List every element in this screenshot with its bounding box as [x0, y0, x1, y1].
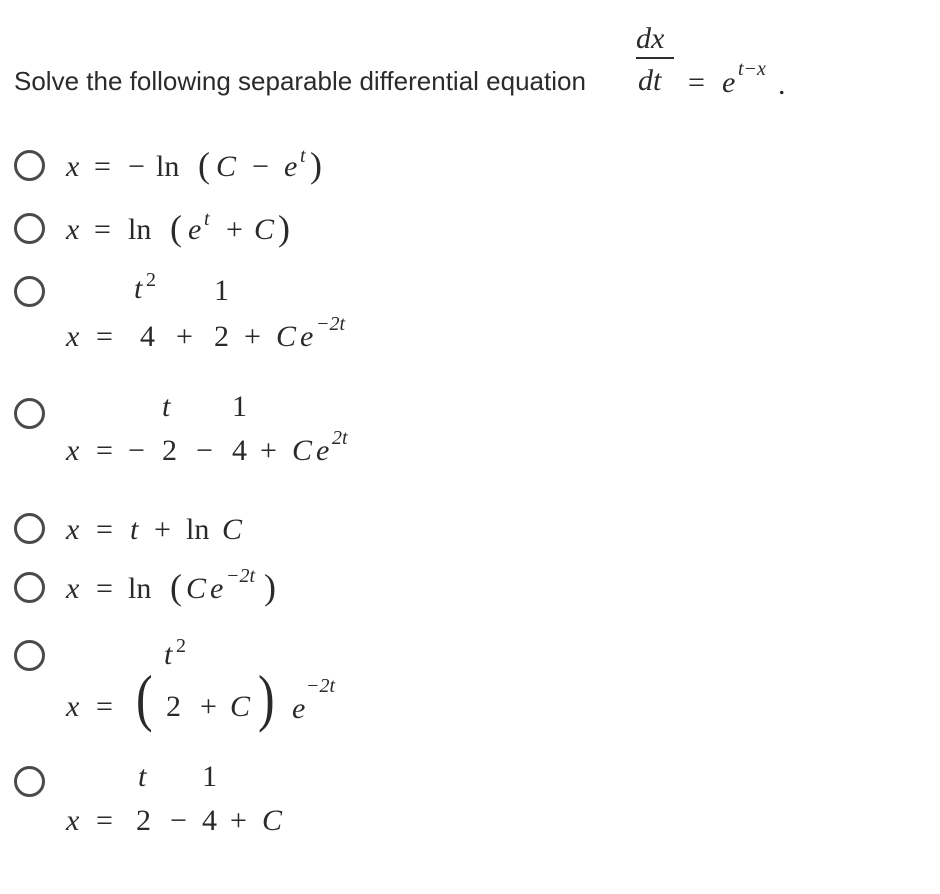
- option-4-num1: t: [162, 390, 171, 423]
- option-1-variable: x: [66, 150, 80, 183]
- option-6-variable: x: [66, 572, 80, 605]
- option-3-num1-power: 2: [146, 269, 156, 291]
- option-7-constant: C: [230, 690, 251, 723]
- option-4-exp-base: e: [316, 434, 330, 467]
- option-6-left-paren: (: [170, 567, 182, 607]
- option-7-formula: [66, 636, 386, 746]
- option-6-formula: [66, 565, 386, 612]
- option-1-ln: ln: [156, 150, 180, 183]
- option-6-constant: C: [186, 572, 207, 605]
- answer-option-8[interactable]: [0, 760, 900, 840]
- option-7-exp-base: e: [292, 692, 306, 725]
- option-1-left-paren: (: [198, 145, 210, 185]
- option-4-equals: =: [96, 434, 113, 467]
- option-5-t: t: [130, 513, 139, 546]
- option-5-variable: x: [66, 513, 80, 546]
- answer-option-4[interactable]: [0, 390, 900, 474]
- question-prompt: Solve the following separable differential equation: [14, 66, 586, 96]
- option-3-exp-base: e: [300, 320, 314, 353]
- option-7-left-paren: (: [136, 662, 153, 733]
- option-2-constant: C: [254, 213, 275, 246]
- equation-equals: =: [688, 66, 705, 99]
- option-3-variable: x: [66, 320, 80, 353]
- option-6-ln: ln: [128, 572, 152, 605]
- radio-button-6[interactable]: [14, 572, 45, 603]
- equation-denominator: dt: [638, 64, 662, 97]
- option-3-equals: =: [96, 320, 113, 353]
- option-4-formula: [66, 390, 386, 474]
- option-7-plus: +: [200, 690, 217, 723]
- option-7-variable: x: [66, 690, 80, 723]
- option-3-formula: [66, 269, 386, 362]
- option-8-formula: [66, 760, 386, 840]
- answer-option-1[interactable]: [0, 146, 900, 190]
- option-1-equals: =: [94, 150, 111, 183]
- option-7-exponent: −2t: [306, 675, 336, 697]
- option-1-negative: −: [128, 150, 145, 183]
- option-4-variable: x: [66, 434, 80, 467]
- option-3-num2: 1: [214, 274, 229, 307]
- option-7-den1: 2: [166, 690, 181, 723]
- option-4-num2: 1: [232, 390, 247, 423]
- option-5-equals: =: [96, 513, 113, 546]
- option-2-plus: +: [226, 213, 243, 246]
- option-8-num1: t: [138, 760, 147, 793]
- option-3-op1: +: [176, 320, 193, 353]
- option-8-den1: 2: [136, 804, 151, 837]
- option-3-num1: t: [134, 272, 143, 305]
- option-8-op1: −: [170, 804, 187, 837]
- option-4-den1: 2: [162, 434, 177, 467]
- option-1-exponent: t: [300, 145, 306, 167]
- option-2-left-paren: (: [170, 208, 182, 248]
- option-8-op2: +: [230, 804, 247, 837]
- option-3-den1: 4: [140, 320, 155, 353]
- option-8-den2: 4: [202, 804, 217, 837]
- option-8-num2: 1: [202, 760, 217, 793]
- radio-button-7[interactable]: [14, 640, 45, 671]
- radio-button-3[interactable]: [14, 276, 45, 307]
- radio-button-4[interactable]: [14, 398, 45, 429]
- option-5-ln: ln: [186, 513, 210, 546]
- answer-option-6[interactable]: [0, 565, 900, 612]
- option-1-minus: −: [252, 150, 269, 183]
- option-7-num1: t: [164, 638, 173, 671]
- radio-button-5[interactable]: [14, 513, 45, 544]
- option-5-formula: [66, 509, 386, 553]
- equation-numerator: dx: [636, 22, 665, 55]
- radio-button-8[interactable]: [14, 766, 45, 797]
- option-6-exponent: −2t: [226, 565, 256, 587]
- option-2-ln: ln: [128, 213, 152, 246]
- radio-button-2[interactable]: [14, 213, 45, 244]
- option-4-op1: −: [196, 434, 213, 467]
- option-3-constant: C: [276, 320, 297, 353]
- option-4-constant: C: [292, 434, 313, 467]
- option-1-right-paren: ): [310, 145, 322, 185]
- option-8-equals: =: [96, 804, 113, 837]
- option-4-den2: 4: [232, 434, 247, 467]
- option-3-exponent: −2t: [316, 313, 346, 335]
- option-6-equals: =: [96, 572, 113, 605]
- answer-option-7[interactable]: [0, 636, 900, 746]
- radio-button-1[interactable]: [14, 150, 45, 181]
- option-7-right-paren: ): [258, 662, 275, 733]
- option-1-exp-base: e: [284, 150, 298, 183]
- option-8-variable: x: [66, 804, 80, 837]
- option-7-equals: =: [96, 690, 113, 723]
- option-8-constant: C: [262, 804, 283, 837]
- equation-exp-base: e: [722, 66, 736, 99]
- option-7-num1-power: 2: [176, 635, 186, 657]
- answer-option-5[interactable]: [0, 509, 900, 553]
- answer-option-2[interactable]: [0, 209, 900, 253]
- option-3-den2: 2: [214, 320, 229, 353]
- option-1-constant: C: [216, 150, 237, 183]
- option-1-formula: [66, 146, 386, 190]
- option-5-constant: C: [222, 513, 243, 546]
- option-4-negative: −: [128, 434, 145, 467]
- option-2-variable: x: [66, 213, 80, 246]
- option-2-formula: [66, 209, 386, 253]
- option-2-right-paren: ): [278, 208, 290, 248]
- equation-exponent: t−x: [738, 58, 766, 80]
- option-5-plus: +: [154, 513, 171, 546]
- option-3-op2: +: [244, 320, 261, 353]
- option-4-op2: +: [260, 434, 277, 467]
- option-6-right-paren: ): [264, 567, 276, 607]
- option-2-equals: =: [94, 213, 111, 246]
- option-6-exp-base: e: [210, 572, 224, 605]
- option-4-exponent: 2t: [332, 427, 348, 449]
- option-2-exp-base: e: [188, 213, 202, 246]
- option-2-exponent: t: [204, 208, 210, 230]
- answer-option-3[interactable]: [0, 269, 900, 362]
- equation-period: .: [778, 68, 786, 101]
